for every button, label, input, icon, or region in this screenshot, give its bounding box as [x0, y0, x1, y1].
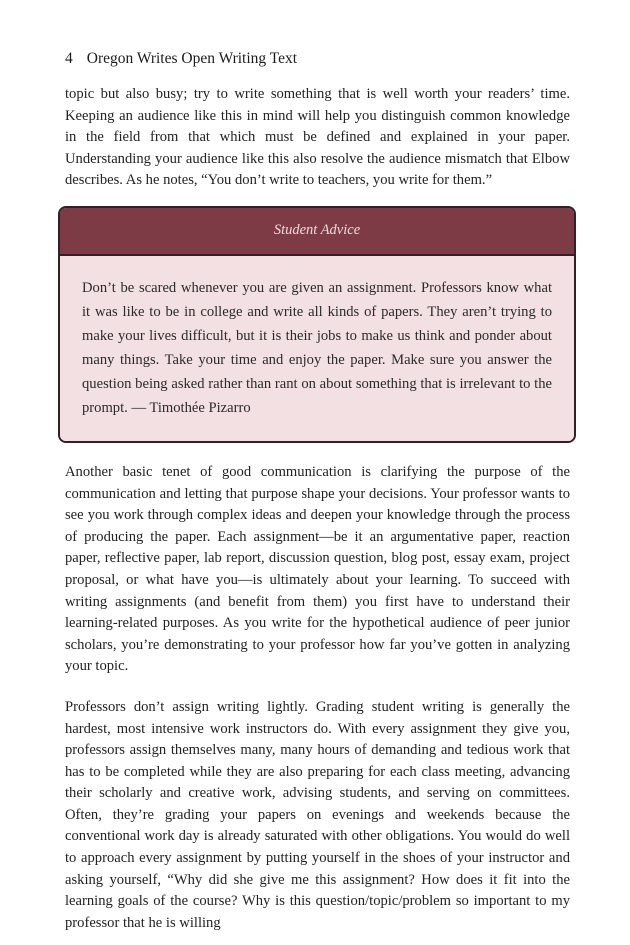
running-title: Oregon Writes Open Writing Text: [86, 50, 298, 67]
page-number: 4: [65, 50, 73, 67]
paragraph-audience-continued: topic but also busy; try to write something that is well worth your readers’ time. Keeping an audience like this in mind will help you distinguish common knowledge in the field from that which must be defined and explained in your paper. Understanding your audience like this also resolve the audience mismatch that Elbow describes. As he notes, “You don’t write to teachers, you write for them.”: [65, 86, 570, 189]
student-advice-title: Student Advice: [60, 208, 574, 256]
student-advice-callout: [58, 206, 576, 443]
student-advice-quote: Don’t be scared whenever you are given an assignment. Professors know what it was like to be in college and write all kinds of papers. They aren’t trying to make your lives difficult, but it is their jobs to make us think and ponder about many things. Take your time and enjoy the paper. Make sure you answer the question being asked rather than rant on about something that is irrelevant to the prompt.: [82, 279, 552, 416]
student-advice-body: [60, 256, 574, 441]
paragraph-purpose: Another basic tenet of good communication is clarifying the purpose of the communication and letting that purpose shape your decisions. Your professor wants to see you work through complex ideas and deepen your knowledge through the process of producing the paper. Each assignment—be it an argumentative paper, reaction paper, reflective paper, lab report, discussion question, blog post, essay exam, project proposal, or what have you—is ultimately about your learning. To succeed with writing assignments (and benefit from them) you first have to understand their learning-related purposes. As you write for the hypothetical audience of peer junior scholars, you’re demonstrating to your professor how far you’ve gotten in analyzing your topic.: [65, 463, 570, 675]
student-advice-attribution: — Timothée Pizarro: [131, 399, 251, 416]
paragraph-professors: Professors don’t assign writing lightly. Grading student writing is generally the hardest, most intensive work instructors do. With every assignment they give you, professors assign themselves many, many hours of demanding and tedious work that has to be completed while they are also preparing for each class meeting, advancing their scholarly and creative work, advising students, and serving on committees. Often, they’re grading your papers on evenings and weekends because the conventional work day is already saturated with other obligations. You would do well to approach every assignment by putting yourself in the shoes of your instructor and asking yourself, “Why did she give me this assignment? How does it fit into the learning goals of the course? Why is this question/topic/problem so important to my professor that he is willing: [65, 698, 570, 931]
running-header: [65, 50, 570, 68]
